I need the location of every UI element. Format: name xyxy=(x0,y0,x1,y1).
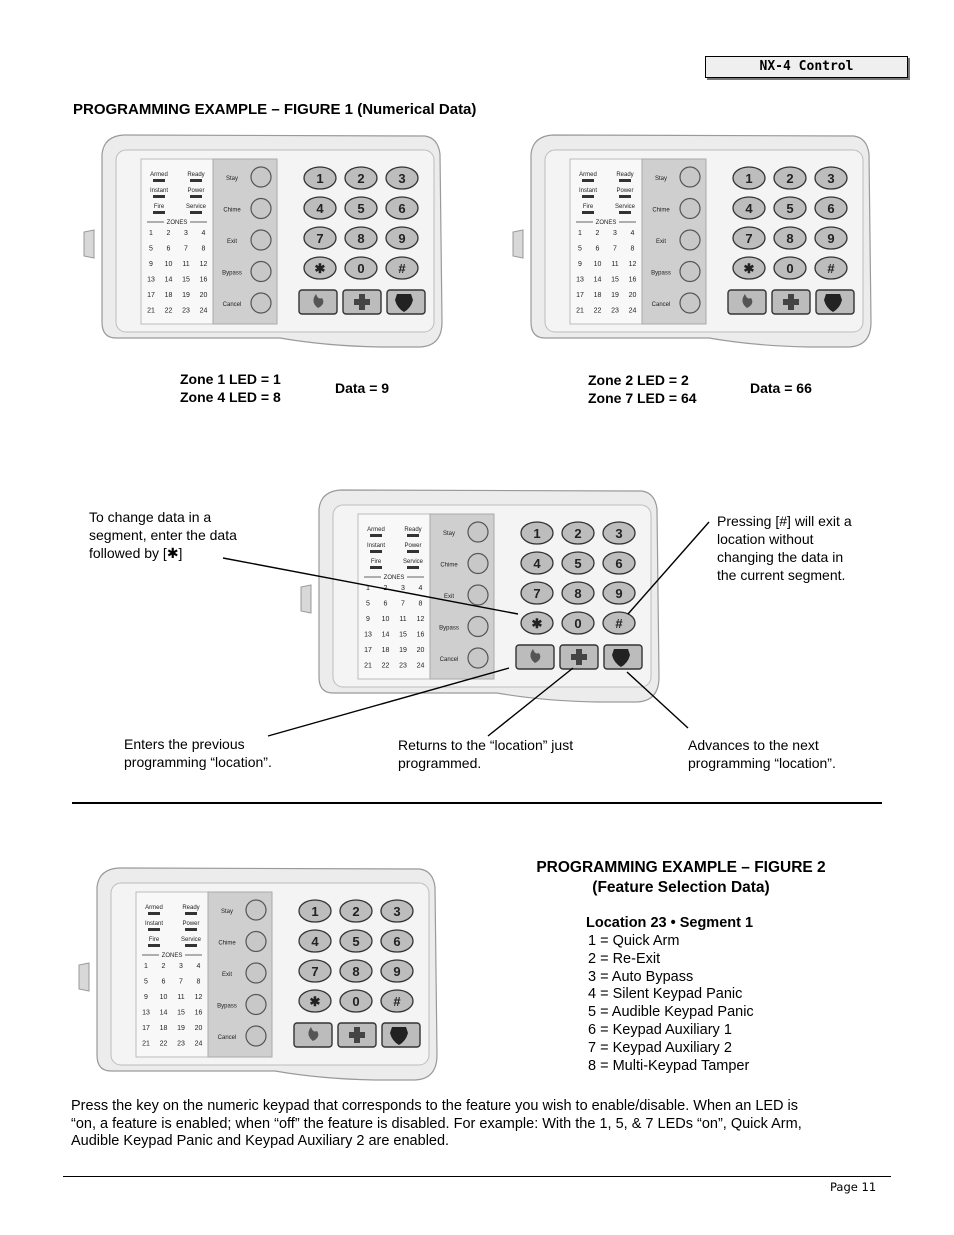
zone-number: 6 xyxy=(161,978,166,986)
zone-number: 2 xyxy=(595,230,600,237)
function-label: Stay xyxy=(225,176,239,182)
function-label: Chime xyxy=(652,207,670,214)
number-key-label: 5 xyxy=(352,934,360,949)
zone-number: 22 xyxy=(593,307,602,315)
status-label: Power xyxy=(182,921,200,927)
caption-line: Zone 2 LED = 2 xyxy=(588,372,689,388)
zone-number: 17 xyxy=(364,647,372,654)
number-key-label: 0 xyxy=(786,261,794,276)
feature-item: 7 = Keypad Auxiliary 2 xyxy=(588,1039,732,1056)
zone-number: 9 xyxy=(144,994,148,1001)
fig1-left-data: Data = 9 xyxy=(335,380,390,396)
zone-number: 14 xyxy=(164,276,173,284)
zone-number: 7 xyxy=(613,245,617,253)
status-label: Fire xyxy=(153,204,165,210)
zone-number: 6 xyxy=(166,245,171,253)
zone-number: 4 xyxy=(630,230,635,237)
callout-line: followed by [✱] xyxy=(89,545,183,561)
figure2-title xyxy=(505,858,857,898)
zone-number: 16 xyxy=(416,631,425,639)
callout-line: To change data in a xyxy=(89,509,212,525)
zone-number: 21 xyxy=(142,1040,150,1048)
function-label: Cancel xyxy=(439,657,459,663)
callout-line: Advances to the next xyxy=(688,737,819,753)
zone-number: 6 xyxy=(595,245,600,253)
status-label: Service xyxy=(402,559,424,565)
function-label: Stay xyxy=(220,909,234,915)
footer-rule xyxy=(63,1176,891,1177)
zones-label: ZONES xyxy=(383,575,405,581)
zone-number: 21 xyxy=(576,307,584,315)
zone-number: 3 xyxy=(179,963,183,970)
zone-number: 15 xyxy=(182,276,190,284)
zone-number: 14 xyxy=(381,631,390,639)
zone-number: 10 xyxy=(381,616,390,623)
number-key-label: 3 xyxy=(393,904,401,919)
function-label: Stay xyxy=(442,531,456,537)
zone-number: 12 xyxy=(194,994,203,1001)
zone-number: 4 xyxy=(196,963,201,970)
zone-number: 17 xyxy=(142,1025,150,1032)
function-label: Chime xyxy=(223,207,241,214)
number-key-label: # xyxy=(615,616,623,631)
callout-line: changing the data in xyxy=(717,549,844,565)
number-key-label: 1 xyxy=(745,171,753,186)
location-segment-label: Location 23 • Segment 1 xyxy=(586,915,754,931)
status-label: Ready xyxy=(404,527,422,533)
zone-number: 12 xyxy=(628,261,637,268)
zone-number: 23 xyxy=(182,307,190,315)
zone-number: 5 xyxy=(149,245,153,253)
number-key-label: 6 xyxy=(615,556,623,571)
number-key-label: 4 xyxy=(311,934,319,949)
zone-number: 24 xyxy=(416,662,425,670)
zone-number: 24 xyxy=(628,307,637,315)
caption-line: Zone 4 LED = 8 xyxy=(180,389,281,405)
zone-number: 19 xyxy=(611,292,619,299)
zone-number: 14 xyxy=(593,276,602,284)
zone-number: 11 xyxy=(182,261,190,268)
function-label: Exit xyxy=(221,972,233,978)
zone-number: 16 xyxy=(199,276,208,284)
number-key-label: 9 xyxy=(398,231,406,246)
figure1-title: PROGRAMMING EXAMPLE – FIGURE 1 (Numerical Data) xyxy=(73,101,477,118)
callout-line: programming “location”. xyxy=(124,754,272,770)
status-label: Power xyxy=(404,543,422,549)
zone-number: 20 xyxy=(628,292,637,299)
number-key-label: 8 xyxy=(357,231,365,246)
status-label: Instant xyxy=(578,188,598,194)
function-label: Bypass xyxy=(439,625,459,632)
zone-number: 3 xyxy=(184,230,188,237)
figure2-title-line2: (Feature Selection Data) xyxy=(592,879,770,896)
number-key-label: 2 xyxy=(786,171,794,186)
status-label: Armed xyxy=(145,905,163,911)
number-key-label: 3 xyxy=(398,171,406,186)
number-key-label: 0 xyxy=(352,994,360,1009)
function-label: Exit xyxy=(443,594,455,600)
zone-number: 7 xyxy=(184,245,188,253)
feature-item: 2 = Re-Exit xyxy=(588,950,661,967)
zone-number: 1 xyxy=(149,230,153,237)
function-label: Chime xyxy=(440,562,458,569)
zone-number: 24 xyxy=(199,307,208,315)
number-key-label: 6 xyxy=(827,201,835,216)
zone-number: 13 xyxy=(364,631,372,639)
leader-line-returns xyxy=(488,668,573,736)
zone-number: 17 xyxy=(576,292,584,299)
number-key-label: 4 xyxy=(745,201,753,216)
number-key-label: 7 xyxy=(311,964,319,979)
number-key-label: 0 xyxy=(574,616,582,631)
status-label: Instant xyxy=(144,921,164,927)
number-key-label: 5 xyxy=(574,556,582,571)
fig1-right-data: Data = 66 xyxy=(750,380,812,396)
zone-number: 1 xyxy=(366,585,370,592)
number-key-label: ✱ xyxy=(743,261,755,276)
feature-item: 4 = Silent Keypad Panic xyxy=(588,986,743,1003)
number-key-label: 0 xyxy=(357,261,365,276)
status-label: Service xyxy=(180,937,202,943)
number-key-label: 8 xyxy=(574,586,582,601)
number-key-label: 7 xyxy=(745,231,753,246)
zone-number: 20 xyxy=(416,647,425,654)
status-label: Instant xyxy=(366,543,386,549)
zone-number: 3 xyxy=(401,585,405,592)
zone-number: 5 xyxy=(366,600,370,608)
status-label: Armed xyxy=(150,172,168,178)
zone-number: 19 xyxy=(182,292,190,299)
zone-number: 8 xyxy=(418,600,423,608)
zone-number: 5 xyxy=(578,245,582,253)
number-key-label: ✱ xyxy=(314,261,326,276)
zone-number: 7 xyxy=(179,978,183,986)
zone-number: 15 xyxy=(399,631,407,639)
zone-number: 24 xyxy=(194,1040,203,1048)
number-key-label: ✱ xyxy=(531,616,543,631)
zone-number: 3 xyxy=(613,230,617,237)
zones-label: ZONES xyxy=(161,953,183,959)
status-label: Instant xyxy=(149,188,169,194)
callout-line: the current segment. xyxy=(717,567,846,583)
zone-number: 10 xyxy=(593,261,602,268)
callout-line: programmed. xyxy=(398,755,482,771)
callout-line: programming “location”. xyxy=(688,755,836,771)
status-label: Ready xyxy=(616,172,634,178)
function-label: Cancel xyxy=(217,1035,237,1041)
callout-line: location without xyxy=(717,531,814,547)
zone-number: 9 xyxy=(149,261,153,268)
zone-number: 16 xyxy=(628,276,637,284)
zone-number: 12 xyxy=(416,616,425,623)
zone-number: 10 xyxy=(159,994,168,1001)
function-label: Bypass xyxy=(651,270,671,277)
zone-number: 2 xyxy=(161,963,166,970)
zone-number: 18 xyxy=(593,292,602,299)
zone-number: 21 xyxy=(147,307,155,315)
status-label: Power xyxy=(616,188,634,194)
zone-number: 2 xyxy=(166,230,171,237)
zone-number: 11 xyxy=(399,616,407,623)
leader-line-advances xyxy=(627,672,688,728)
zone-number: 8 xyxy=(196,978,201,986)
zone-number: 16 xyxy=(194,1009,203,1017)
zone-number: 9 xyxy=(366,616,370,623)
function-label: Cancel xyxy=(222,302,242,308)
callout-line: Enters the previous xyxy=(124,736,245,752)
explanation-paragraph xyxy=(71,1098,901,1151)
leader-line-previous xyxy=(268,668,509,736)
zone-number: 11 xyxy=(177,994,185,1001)
zone-number: 13 xyxy=(147,276,155,284)
number-key-label: 8 xyxy=(352,964,360,979)
number-key-label: 5 xyxy=(357,201,365,216)
number-key-label: 7 xyxy=(533,586,541,601)
leader-line-enter xyxy=(223,558,518,614)
number-key-label: ✱ xyxy=(309,994,321,1009)
number-key-label: 9 xyxy=(615,586,623,601)
feature-item: 3 = Auto Bypass xyxy=(588,968,694,985)
function-label: Stay xyxy=(654,176,668,182)
number-key-label: 3 xyxy=(615,526,623,541)
paragraph-line: Press the key on the numeric keypad that corresponds to the feature you wish to enable/disable. When an LED is xyxy=(71,1098,799,1114)
zone-number: 5 xyxy=(144,978,148,986)
feature-item: 8 = Multi-Keypad Tamper xyxy=(588,1057,750,1074)
number-key-label: 6 xyxy=(398,201,406,216)
callout-line: segment, enter the data xyxy=(89,527,237,543)
number-key-label: 4 xyxy=(533,556,541,571)
zone-number: 22 xyxy=(159,1040,168,1048)
zone-number: 12 xyxy=(199,261,208,268)
function-label: Cancel xyxy=(651,302,671,308)
zone-number: 8 xyxy=(630,245,635,253)
number-key-label: 4 xyxy=(316,201,324,216)
zone-number: 19 xyxy=(177,1025,185,1032)
zone-number: 14 xyxy=(159,1009,168,1017)
zone-number: 20 xyxy=(194,1025,203,1032)
feature-item: 1 = Quick Arm xyxy=(588,933,680,949)
zone-number: 4 xyxy=(201,230,206,237)
status-label: Fire xyxy=(148,937,160,943)
zone-number: 18 xyxy=(381,647,390,654)
number-key-label: # xyxy=(393,994,401,1009)
zone-number: 15 xyxy=(611,276,619,284)
number-key-label: 8 xyxy=(786,231,794,246)
status-label: Armed xyxy=(367,527,385,533)
number-key-label: # xyxy=(398,261,406,276)
status-label: Service xyxy=(185,204,207,210)
paragraph-line: Audible Keypad Panic and Keypad Auxiliary 2 are enabled. xyxy=(71,1133,450,1149)
function-label: Bypass xyxy=(222,270,242,277)
zones-label: ZONES xyxy=(595,220,617,226)
zones-label: ZONES xyxy=(166,220,188,226)
callout-line: Pressing [#] will exit a xyxy=(717,513,852,529)
function-label: Bypass xyxy=(217,1003,237,1010)
status-label: Fire xyxy=(582,204,594,210)
zone-number: 1 xyxy=(144,963,148,970)
zone-number: 23 xyxy=(399,662,407,670)
function-label: Chime xyxy=(218,940,236,947)
number-key-label: 3 xyxy=(827,171,835,186)
zone-number: 2 xyxy=(383,585,388,592)
number-key-label: 9 xyxy=(827,231,835,246)
status-label: Armed xyxy=(579,172,597,178)
feature-item: 5 = Audible Keypad Panic xyxy=(588,1004,754,1021)
feature-list xyxy=(588,933,754,1075)
zone-number: 8 xyxy=(201,245,206,253)
zone-number: 22 xyxy=(381,662,390,670)
paragraph-line: “on, a feature is enabled; when “off” the feature is disabled. For example: With the 1, 5, & 7 LEDs “on”, Quick Arm, xyxy=(71,1115,802,1132)
zone-number: 18 xyxy=(164,292,173,299)
function-label: Exit xyxy=(226,239,238,245)
status-label: Service xyxy=(614,204,636,210)
status-label: Ready xyxy=(182,905,200,911)
zone-number: 11 xyxy=(611,261,619,268)
caption-line: Zone 1 LED = 1 xyxy=(180,371,281,387)
zone-number: 13 xyxy=(576,276,584,284)
zone-number: 22 xyxy=(164,307,173,315)
number-key-label: 6 xyxy=(393,934,401,949)
zone-number: 19 xyxy=(399,647,407,654)
number-key-label: 5 xyxy=(786,201,794,216)
function-label: Exit xyxy=(655,239,667,245)
zone-number: 15 xyxy=(177,1009,185,1017)
section-divider xyxy=(72,802,882,804)
number-key-label: 2 xyxy=(357,171,365,186)
status-label: Fire xyxy=(370,559,382,565)
feature-item: 6 = Keypad Auxiliary 1 xyxy=(588,1021,732,1038)
number-key-label: 2 xyxy=(574,526,582,541)
number-key-label: 9 xyxy=(393,964,401,979)
number-key-label: # xyxy=(827,261,835,276)
caption-line: Zone 7 LED = 64 xyxy=(588,390,697,406)
number-key-label: 1 xyxy=(311,904,319,919)
leader-line-exit xyxy=(628,522,709,614)
control-label-box: NX-4 Control xyxy=(705,56,908,78)
zone-number: 23 xyxy=(177,1040,185,1048)
zone-number: 20 xyxy=(199,292,208,299)
status-label: Ready xyxy=(187,172,205,178)
number-key-label: 1 xyxy=(533,526,541,541)
number-key-label: 2 xyxy=(352,904,360,919)
zone-number: 10 xyxy=(164,261,173,268)
figure2-title-line1: PROGRAMMING EXAMPLE – FIGURE 2 xyxy=(536,859,826,876)
number-key-label: 1 xyxy=(316,171,324,186)
zone-number: 7 xyxy=(401,600,405,608)
page-number: Page 11 xyxy=(830,1180,877,1194)
callout-line: Returns to the “location” just xyxy=(398,737,574,753)
zone-number: 23 xyxy=(611,307,619,315)
zone-number: 6 xyxy=(383,600,388,608)
zone-number: 17 xyxy=(147,292,155,299)
zone-number: 21 xyxy=(364,662,372,670)
zone-number: 4 xyxy=(418,585,423,592)
status-label: Power xyxy=(187,188,205,194)
number-key-label: 7 xyxy=(316,231,324,246)
zone-number: 1 xyxy=(578,230,582,237)
zone-number: 9 xyxy=(578,261,582,268)
zone-number: 18 xyxy=(159,1025,168,1032)
zone-number: 13 xyxy=(142,1009,150,1017)
